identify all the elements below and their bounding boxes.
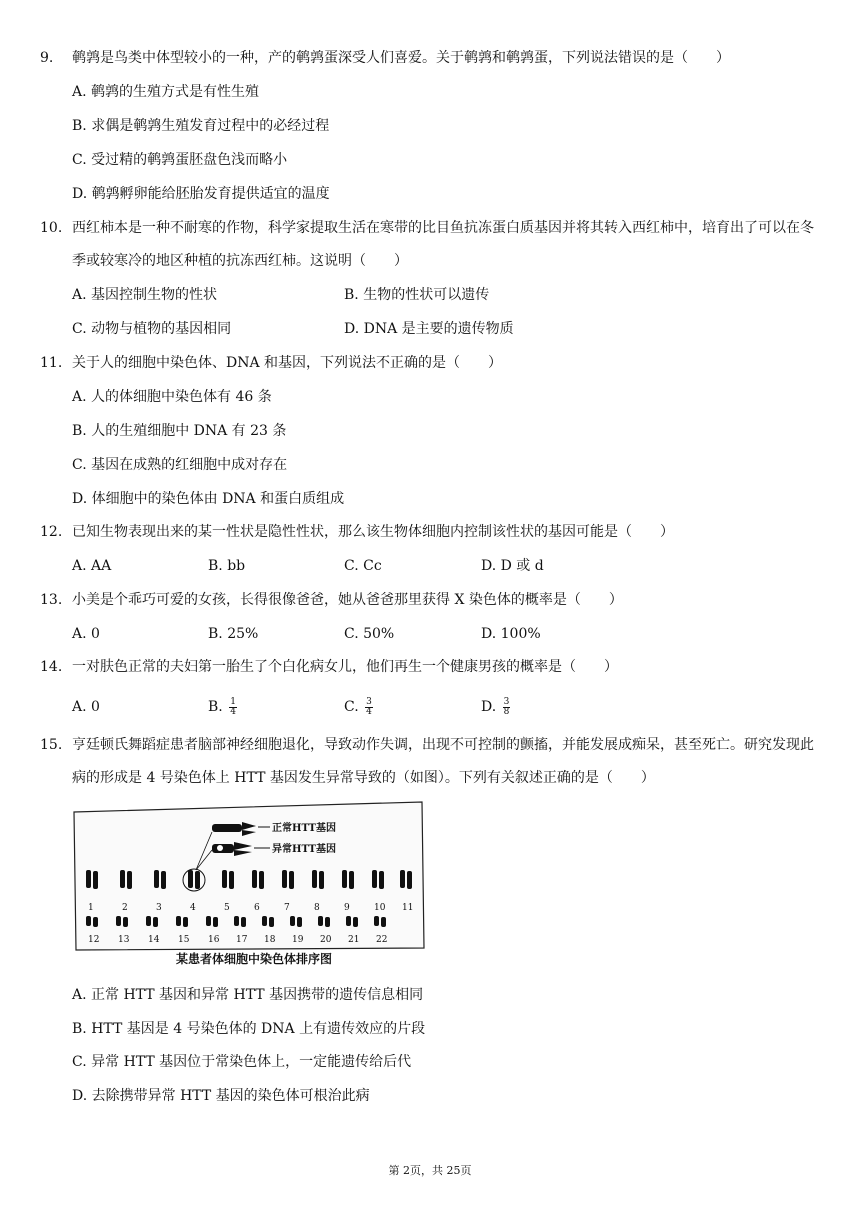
chromosome-number: 20 [320,935,332,945]
chromosome [259,871,264,889]
chromosome [123,917,128,927]
question-14 [40,657,820,677]
option-b: B. 生物的性状可以遗传 [344,287,490,303]
question-stem: 亨廷顿氏舞蹈症患者脑部神经细胞退化，导致动作失调，出现不可控制的颤搐，并能发展成痴呆，甚至死亡。研究发现此病的形成是 4 号染色体上 HTT 基因发生异常导致的（如图）。下列有关叙述正确的是（ ） [72,737,814,786]
option-c: C. 50% [344,626,395,642]
karyotype-figure [72,800,428,970]
chromosome [262,916,267,926]
option-b: B. bb [208,558,246,574]
fraction-denominator: 4 [366,706,372,717]
option-letter: D. [481,699,497,715]
chromosome-number: 17 [236,935,248,945]
chromosome [318,916,323,926]
chromosome [252,870,257,888]
chromosome-number: 19 [292,935,304,945]
fraction [229,698,237,717]
option-d: D. 鹌鹑孵卵能给胚胎发育提供适宜的温度 [72,186,330,202]
option-a: A. 基因控制生物的性状 [72,287,218,303]
chromosome-number: 16 [208,935,220,945]
fraction-numerator: 3 [366,696,372,707]
question-number: 15. [40,737,63,753]
chromosome [183,917,188,927]
chromosome [269,917,274,927]
normal-gene-label: 正常HTT基因 [272,823,336,834]
option-c: C. Cc [344,558,382,574]
chromosome [319,871,324,889]
option-b [208,697,237,717]
chromosome-number: 4 [190,903,196,913]
chromosome [234,916,239,926]
question-stem: 已知生物表现出来的某一性状是隐性性状，那么该生物体细胞内控制该性状的基因可能是（ ） [72,524,674,540]
chromosome [229,871,234,889]
chromosome-number: 13 [118,935,130,945]
chromosome [176,916,181,926]
chromosome [349,871,354,889]
question-stem: 一对肤色正常的夫妇第一胎生了个白化病女儿，他们再生一个健康男孩的概率是（ ） [72,659,618,675]
option-c: C. 动物与植物的基因相同 [72,321,232,337]
chromosome-number: 12 [88,935,100,945]
option-c: C. 基因在成熟的红细胞中成对存在 [72,457,288,473]
chromosome [195,871,200,889]
option-d: D. 去除携带异常 HTT 基因的染色体可根治此病 [72,1088,370,1104]
option-a: A. 0 [72,626,100,642]
chromosome [93,917,98,927]
chromosome [146,916,151,926]
chromosome-number: 15 [178,935,190,945]
chromosome [297,917,302,927]
chromosome [290,916,295,926]
question-number: 10. [40,220,63,236]
chromosome [154,870,159,888]
question-number: 12. [40,524,63,540]
option-c [344,697,373,717]
question-number: 11. [40,355,63,371]
question-stem: 西红柿本是一种不耐寒的作物，科学家提取生活在寒带的比目鱼抗冻蛋白质基因并将其转入西红柿中，培育出了可以在冬季或较寒冷的地区种植的抗冻西红柿。这说明（ ） [72,220,814,269]
option-letter: C. [344,699,359,715]
question-12 [40,522,820,542]
chromosome-number: 9 [344,903,350,913]
chromosome-number: 10 [374,903,386,913]
option-d: D. D 或 d [481,558,544,574]
chromosome [127,871,132,889]
question-9 [40,48,820,68]
option-d: D. 100% [481,626,541,642]
chromosome [312,870,317,888]
chromosome [407,871,412,889]
option-d [481,697,510,717]
chromosome [86,870,91,888]
question-stem: 小美是个乖巧可爱的女孩，长得很像爸爸，她从爸爸那里获得 X 染色体的概率是（ ） [72,592,623,608]
chromosome [346,916,351,926]
chromosome [379,871,384,889]
fraction-denominator: 4 [230,706,236,717]
chromosome [116,916,121,926]
option-b: B. 人的生殖细胞中 DNA 有 23 条 [72,423,287,439]
abnormal-gene-label: 异常HTT基因 [272,844,336,855]
question-13 [40,590,820,610]
option-b: B. HTT 基因是 4 号染色体的 DNA 上有遗传效应的片段 [72,1021,426,1037]
question-number: 14. [40,659,63,675]
option-b: B. 25% [208,626,259,642]
chromosome [374,916,379,926]
question-11 [40,353,820,373]
question-number: 13. [40,592,63,608]
chromosome-number: 18 [264,935,276,945]
chromosome-number: 6 [254,903,260,913]
question-stem: 鹌鹑是鸟类中体型较小的一种，产的鹌鹑蛋深受人们喜爱。关于鹌鹑和鹌鹑蛋，下列说法错误的是（ ） [72,50,730,66]
option-b: B. 求偶是鹌鹑生殖发育过程中的必经过程 [72,118,330,134]
question-number: 9. [40,50,54,66]
chromosome [188,870,193,888]
chromosome [153,917,158,927]
option-a: A. 鹌鹑的生殖方式是有性生殖 [72,84,260,100]
karyotype-image [72,800,428,970]
chromosome [282,870,287,888]
question-stem: 关于人的细胞中染色体、DNA 和基因，下列说法不正确的是（ ） [72,355,503,371]
question-10 [40,218,820,269]
chromosome [353,917,358,927]
chromosome [400,870,405,888]
chromosome [213,917,218,927]
chromosome [206,916,211,926]
chromosome [93,871,98,889]
option-a: A. 0 [72,699,100,715]
chromosome-number: 21 [348,935,360,945]
chromosome-number: 1 [88,903,94,913]
option-c: C. 异常 HTT 基因位于常染色体上，一定能遗传给后代 [72,1054,412,1070]
chromosome-number: 11 [402,903,414,913]
option-a: A. 正常 HTT 基因和异常 HTT 基因携带的遗传信息相同 [72,987,424,1003]
chromosome [325,917,330,927]
chromosome [342,870,347,888]
chromosome [120,870,125,888]
chromosome-number: 22 [376,935,388,945]
chromosome-number: 14 [148,935,160,945]
option-a: A. AA [72,558,112,574]
chromosome [161,871,166,889]
option-c: C. 受过精的鹌鹑蛋胚盘色浅而略小 [72,152,288,168]
fraction-numerator: 3 [503,696,510,707]
option-d: D. 体细胞中的染色体由 DNA 和蛋白质组成 [72,491,345,507]
fraction [503,698,511,717]
fraction [365,698,373,717]
fraction-denominator: 8 [503,706,510,717]
chromosome-number: 2 [122,903,128,913]
option-a: A. 人的体细胞中染色体有 46 条 [72,389,272,405]
chromosome-number: 7 [284,903,290,913]
option-letter: B. [208,699,223,715]
chromosome [381,917,386,927]
chromosome [289,871,294,889]
page-footer: 第 2页，共 25页 [388,1164,472,1177]
chromosome [86,916,91,926]
fraction-numerator: 1 [230,696,236,707]
chromosome [241,917,246,927]
figure-caption: 某患者体细胞中染色体排序图 [176,952,333,966]
option-d: D. DNA 是主要的遗传物质 [344,321,514,337]
chromosome-number: 3 [156,903,162,913]
chromosome-number: 5 [224,903,230,913]
chromosome [372,870,377,888]
chromosome [222,870,227,888]
chromosome-number: 8 [314,903,320,913]
question-15 [40,735,820,785]
